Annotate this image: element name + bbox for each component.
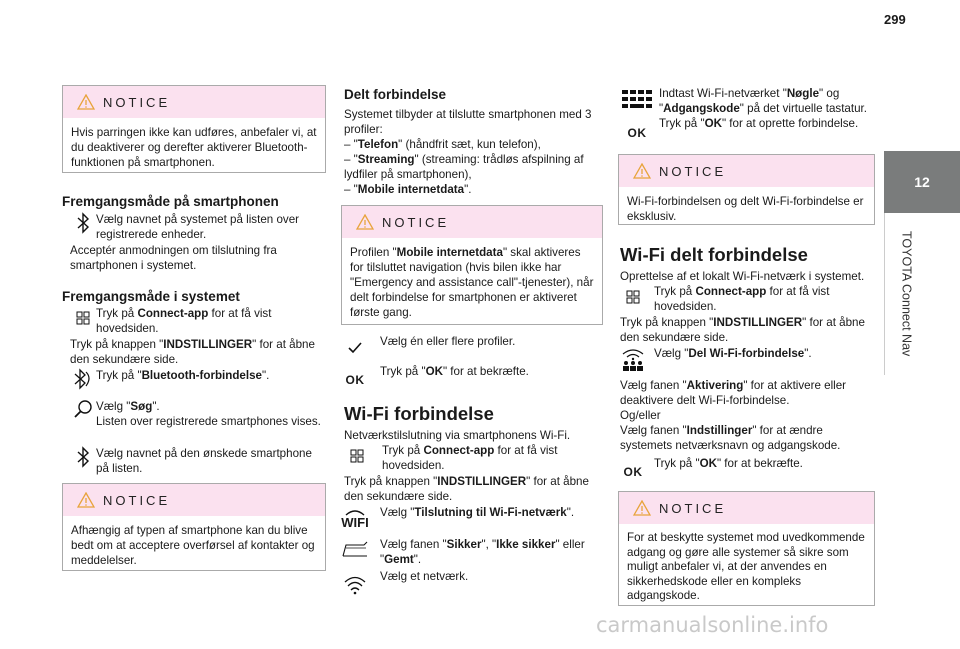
notice-text: Afhængig af typen af smartphone kan du blive bedt om at acceptere overførsel af kontakter og meddelelser.: [71, 524, 315, 567]
notice-text: Wi-Fi-forbindelsen og delt Wi-Fi-forbindelse er eksklusiv.: [627, 195, 864, 223]
warning-icon: [77, 94, 95, 110]
warning-icon: [633, 500, 651, 516]
step: [70, 306, 326, 336]
step: [621, 86, 877, 141]
notice-header: [619, 155, 874, 187]
chapter-number: 12: [914, 173, 930, 190]
bluetooth-icon: [70, 446, 96, 476]
notice-title: NOTICE: [382, 214, 450, 230]
notice-box: [62, 483, 326, 571]
notice-header: [619, 492, 874, 524]
warning-icon: [356, 214, 374, 230]
paragraph: Acceptér anmodningen om tilslutning fra smartphonen i systemet.: [70, 244, 277, 272]
step: [620, 346, 876, 372]
step: [620, 456, 876, 480]
bluetooth-icon: [70, 212, 96, 242]
paragraph: Netværkstilslutning via smartphonens Wi-Fi.: [344, 429, 571, 442]
notice-title: NOTICE: [659, 163, 727, 179]
paragraph: Tryk på knappen "INDSTILLINGER" for at åbne den sekundære side.: [620, 316, 865, 344]
section-heading: Fremgangsmåde på smartphonen: [62, 194, 279, 209]
notice-header: [63, 484, 325, 516]
section-heading: Wi-Fi delt forbindelse: [620, 244, 808, 265]
step-text: Tryk på "OK" for at bekræfte.: [380, 365, 529, 378]
step-text: Vælg "Del Wi-Fi-forbindelse".: [654, 347, 812, 360]
section-heading: Wi-Fi forbindelse: [344, 403, 494, 424]
wifi-signal-icon: [342, 569, 368, 595]
bluetooth-settings-icon: [70, 368, 96, 390]
keyboard-icon: OK: [621, 86, 653, 141]
paragraph: Oprettelse af et lokalt Wi-Fi-netværk i systemet.: [620, 270, 865, 283]
section-heading: Fremgangsmåde i systemet: [62, 289, 240, 304]
watermark: carmanualsonline.info: [596, 613, 829, 637]
notice-title: NOTICE: [103, 492, 171, 508]
notice-box: [618, 154, 875, 225]
paragraph: Vælg fanen "Aktivering" for at aktivere eller deaktivere delt Wi-Fi-forbindelse. Og/eller Vælg fanen "Indstillinger" for at ændre systemets netværksnavn og adgangskode.: [620, 379, 847, 452]
apps-grid-icon: [344, 443, 370, 473]
notice-header: [342, 206, 602, 238]
chapter-tab[interactable]: [884, 151, 960, 213]
step-text: Vælg fanen "Sikker", "Ikke sikker" eller "Gemt".: [380, 538, 585, 566]
check-icon: [342, 334, 368, 356]
section-heading: Delt forbindelse: [344, 87, 447, 102]
step: [342, 537, 602, 567]
step-text: Vælg én eller flere profiler.: [380, 335, 516, 348]
step: [342, 505, 602, 529]
wifi-share-icon: [620, 346, 646, 372]
notice-box: [341, 205, 603, 325]
step-text: Vælg "Søg". Listen over registrerede smartphones vises.: [96, 400, 321, 428]
folder-tab-icon: [342, 537, 368, 567]
ok-icon: OK: [623, 465, 643, 479]
step-text: Indtast Wi-Fi-netværket "Nøgle" og "Adgangskode" på det virtuelle tastatur. Tryk på "OK" for at oprette forbindelse.: [659, 87, 867, 130]
step-text: Vælg "Tilslutning til Wi-Fi-netværk".: [380, 506, 575, 519]
step-text: Vælg et netværk.: [380, 570, 469, 583]
step: [342, 334, 602, 356]
notice-title: NOTICE: [103, 94, 171, 110]
search-icon: [70, 399, 96, 429]
step: [620, 284, 876, 314]
page-number: 299: [884, 12, 906, 27]
apps-grid-icon: [620, 284, 646, 314]
notice-title: NOTICE: [659, 500, 727, 516]
wifi-icon: WIFI: [342, 505, 368, 529]
step-text: Tryk på "Bluetooth-forbindelse".: [96, 369, 270, 382]
warning-icon: [77, 492, 95, 508]
chapter-title: TOYOTA Connect Nav: [899, 231, 914, 357]
step-text: Tryk på Connect-app for at få vist hovedsiden.: [654, 285, 830, 313]
apps-grid-icon: [70, 306, 96, 336]
paragraph: Tryk på knappen "INDSTILLINGER" for at åbne den sekundære side.: [344, 475, 589, 503]
step: [342, 569, 602, 595]
step-text: Tryk på "OK" for at bekræfte.: [654, 457, 803, 470]
paragraph: Systemet tilbyder at tilslutte smartphonen med 3 profiler: – "Telefon" (håndfrit sæt, kun telefon), – "Streaming" (streaming: trådløs afspilning af lydfiler på smartphonen), – "Mobile internetdata".: [344, 108, 592, 196]
warning-icon: [633, 163, 651, 179]
notice-box: [62, 85, 326, 173]
step: [342, 364, 602, 388]
step: [70, 446, 326, 476]
step: [70, 368, 326, 390]
step: [70, 399, 326, 429]
step-text: Vælg navnet på den ønskede smartphone på listen.: [96, 447, 312, 475]
notice-box: [618, 491, 875, 606]
step-text: Vælg navnet på systemet på listen over registrerede enheder.: [96, 213, 299, 241]
step-text: Tryk på Connect-app for at få vist hovedsiden.: [96, 307, 272, 335]
ok-icon: OK: [345, 373, 365, 387]
notice-text: Profilen "Mobile internetdata" skal aktiveres for tilsluttet navigation (hvis bilen ikke har "Emergency and assistance call"-tjenester), når delt forbindelse for smartphonen er aktiveret første gang.: [350, 246, 594, 319]
step: [344, 443, 602, 473]
paragraph: Tryk på knappen "INDSTILLINGER" for at åbne den sekundære side.: [70, 338, 315, 366]
step: [70, 212, 326, 242]
notice-header: [63, 86, 325, 118]
notice-text: Hvis parringen ikke kan udføres, anbefaler vi, at du deaktiverer og derefter aktiverer Bluetooth-funktionen på smartphonen.: [71, 126, 317, 169]
notice-text: For at beskytte systemet mod uvedkommende adgang og gøre alle systemer så sikre som muligt anbefaler vi, at der anvendes en sikkerhedskode eller en kompleks adgangskode.: [627, 531, 865, 602]
step-text: Tryk på Connect-app for at få vist hovedsiden.: [382, 444, 558, 472]
